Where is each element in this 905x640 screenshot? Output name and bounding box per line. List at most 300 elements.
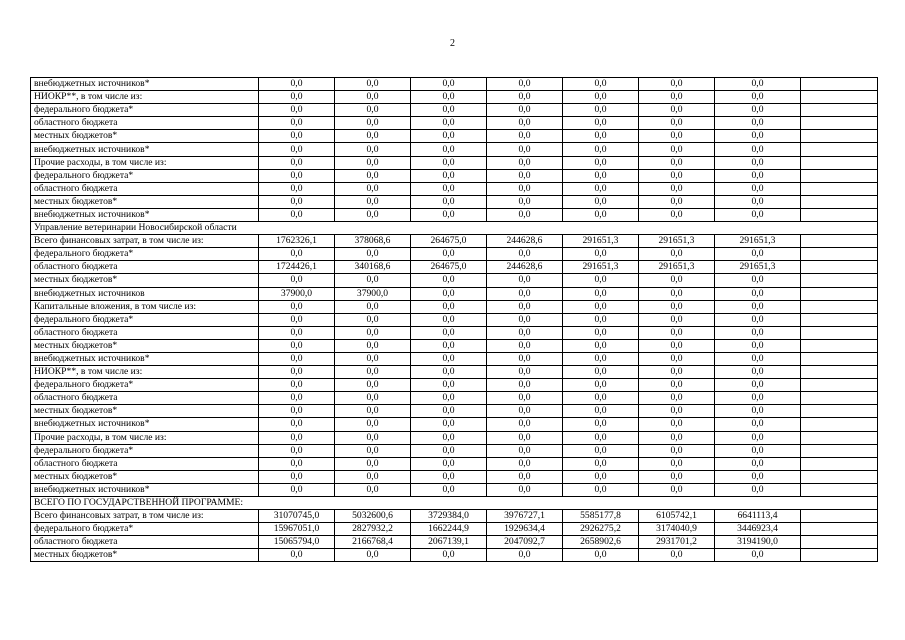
value-cell: [801, 339, 878, 352]
table-row: [31, 287, 878, 300]
value-cell: 0,0: [715, 339, 801, 352]
row-label: областного бюджета: [31, 182, 259, 195]
row-label: внебюджетных источников*: [31, 78, 259, 91]
value-cell: 0,0: [563, 117, 639, 130]
value-cell: 0,0: [563, 91, 639, 104]
value-cell: 0,0: [715, 91, 801, 104]
value-cell: 0,0: [259, 195, 335, 208]
value-cell: [801, 274, 878, 287]
value-cell: 0,0: [715, 313, 801, 326]
value-cell: 0,0: [411, 431, 487, 444]
row-label: местных бюджетов*: [31, 339, 259, 352]
row-label: Прочие расходы, в том числе из:: [31, 431, 259, 444]
value-cell: [801, 470, 878, 483]
value-cell: 0,0: [563, 195, 639, 208]
value-cell: 0,0: [487, 339, 563, 352]
value-cell: 0,0: [487, 182, 563, 195]
value-cell: 0,0: [639, 457, 715, 470]
table-row: [31, 156, 878, 169]
value-cell: [801, 287, 878, 300]
row-label: федерального бюджета*: [31, 104, 259, 117]
value-cell: 0,0: [487, 91, 563, 104]
value-cell: 0,0: [639, 287, 715, 300]
value-cell: 340168,6: [335, 261, 411, 274]
value-cell: 0,0: [335, 379, 411, 392]
value-cell: [801, 510, 878, 523]
value-cell: 0,0: [259, 339, 335, 352]
value-cell: 0,0: [259, 117, 335, 130]
value-cell: 0,0: [335, 366, 411, 379]
value-cell: 0,0: [639, 248, 715, 261]
value-cell: 0,0: [259, 444, 335, 457]
value-cell: [801, 208, 878, 221]
section-title: ВСЕГО ПО ГОСУДАРСТВЕННОЙ ПРОГРАММЕ:: [31, 497, 878, 510]
value-cell: 0,0: [563, 483, 639, 496]
row-label: областного бюджета: [31, 117, 259, 130]
value-cell: 0,0: [487, 300, 563, 313]
row-label: областного бюджета: [31, 457, 259, 470]
value-cell: [801, 117, 878, 130]
value-cell: 0,0: [335, 156, 411, 169]
value-cell: [801, 392, 878, 405]
value-cell: 291651,3: [639, 261, 715, 274]
value-cell: 0,0: [487, 78, 563, 91]
value-cell: 0,0: [487, 457, 563, 470]
value-cell: 0,0: [259, 549, 335, 562]
value-cell: 0,0: [639, 483, 715, 496]
value-cell: 0,0: [715, 470, 801, 483]
value-cell: 3729384,0: [411, 510, 487, 523]
row-label: местных бюджетов*: [31, 130, 259, 143]
value-cell: 0,0: [563, 444, 639, 457]
value-cell: 0,0: [563, 339, 639, 352]
value-cell: 2047092,7: [487, 536, 563, 549]
page-number: 2: [450, 38, 455, 49]
value-cell: 0,0: [411, 313, 487, 326]
value-cell: 0,0: [563, 392, 639, 405]
value-cell: 0,0: [563, 405, 639, 418]
row-label: федерального бюджета*: [31, 523, 259, 536]
value-cell: 1662244,9: [411, 523, 487, 536]
value-cell: 2926275,2: [563, 523, 639, 536]
value-cell: 0,0: [487, 208, 563, 221]
value-cell: 5032600,6: [335, 510, 411, 523]
value-cell: [801, 352, 878, 365]
value-cell: 0,0: [259, 470, 335, 483]
table-row: [31, 379, 878, 392]
section-row: [31, 497, 878, 510]
value-cell: 0,0: [411, 143, 487, 156]
value-cell: 0,0: [563, 300, 639, 313]
value-cell: 0,0: [259, 208, 335, 221]
value-cell: 0,0: [563, 457, 639, 470]
value-cell: 0,0: [715, 444, 801, 457]
value-cell: 0,0: [715, 483, 801, 496]
value-cell: 0,0: [411, 352, 487, 365]
value-cell: 0,0: [335, 444, 411, 457]
value-cell: 291651,3: [563, 261, 639, 274]
value-cell: [801, 444, 878, 457]
value-cell: 37900,0: [335, 287, 411, 300]
value-cell: 0,0: [563, 78, 639, 91]
value-cell: 0,0: [411, 457, 487, 470]
value-cell: 0,0: [259, 352, 335, 365]
value-cell: 0,0: [411, 130, 487, 143]
table-row: [31, 418, 878, 431]
value-cell: 0,0: [259, 418, 335, 431]
value-cell: 0,0: [411, 470, 487, 483]
value-cell: 0,0: [715, 248, 801, 261]
value-cell: [801, 536, 878, 549]
value-cell: 0,0: [411, 208, 487, 221]
value-cell: 0,0: [715, 326, 801, 339]
table-row: [31, 182, 878, 195]
row-label: федерального бюджета*: [31, 444, 259, 457]
value-cell: 0,0: [487, 483, 563, 496]
value-cell: 0,0: [259, 379, 335, 392]
table-row: [31, 261, 878, 274]
value-cell: 0,0: [639, 326, 715, 339]
value-cell: 0,0: [563, 326, 639, 339]
row-label: внебюджетных источников*: [31, 483, 259, 496]
value-cell: [801, 326, 878, 339]
value-cell: 0,0: [411, 326, 487, 339]
value-cell: 0,0: [411, 248, 487, 261]
value-cell: 0,0: [259, 156, 335, 169]
table-row: [31, 536, 878, 549]
value-cell: 291651,3: [639, 235, 715, 248]
value-cell: 0,0: [335, 130, 411, 143]
value-cell: 0,0: [563, 418, 639, 431]
value-cell: 0,0: [335, 169, 411, 182]
value-cell: 0,0: [259, 392, 335, 405]
table-row: [31, 549, 878, 562]
value-cell: 0,0: [715, 405, 801, 418]
value-cell: 2166768,4: [335, 536, 411, 549]
row-label: НИОКР**, в том числе из:: [31, 91, 259, 104]
value-cell: 291651,3: [715, 261, 801, 274]
value-cell: 0,0: [487, 418, 563, 431]
value-cell: 0,0: [487, 287, 563, 300]
value-cell: [801, 405, 878, 418]
value-cell: 0,0: [639, 104, 715, 117]
row-label: внебюджетных источников*: [31, 143, 259, 156]
value-cell: 0,0: [335, 470, 411, 483]
value-cell: 0,0: [639, 313, 715, 326]
value-cell: 0,0: [487, 104, 563, 117]
value-cell: 0,0: [411, 366, 487, 379]
value-cell: [801, 300, 878, 313]
value-cell: [801, 457, 878, 470]
value-cell: 0,0: [487, 431, 563, 444]
value-cell: 0,0: [335, 300, 411, 313]
value-cell: 0,0: [639, 91, 715, 104]
row-label: федерального бюджета*: [31, 169, 259, 182]
value-cell: 0,0: [259, 326, 335, 339]
value-cell: 0,0: [335, 431, 411, 444]
value-cell: 0,0: [639, 549, 715, 562]
table-row: [31, 313, 878, 326]
row-label: федерального бюджета*: [31, 313, 259, 326]
row-label: местных бюджетов*: [31, 470, 259, 483]
value-cell: 0,0: [563, 287, 639, 300]
value-cell: 0,0: [715, 169, 801, 182]
value-cell: 0,0: [411, 195, 487, 208]
value-cell: [801, 313, 878, 326]
value-cell: 0,0: [487, 549, 563, 562]
value-cell: [801, 195, 878, 208]
value-cell: 0,0: [639, 195, 715, 208]
value-cell: 0,0: [715, 366, 801, 379]
value-cell: 0,0: [563, 352, 639, 365]
value-cell: [801, 91, 878, 104]
row-label: внебюджетных источников*: [31, 418, 259, 431]
value-cell: 0,0: [639, 470, 715, 483]
value-cell: 0,0: [639, 392, 715, 405]
table-row: [31, 444, 878, 457]
value-cell: 0,0: [715, 143, 801, 156]
value-cell: 0,0: [335, 457, 411, 470]
value-cell: 0,0: [335, 91, 411, 104]
value-cell: 0,0: [639, 78, 715, 91]
row-label: местных бюджетов*: [31, 195, 259, 208]
value-cell: 0,0: [335, 549, 411, 562]
value-cell: [801, 366, 878, 379]
value-cell: 0,0: [487, 274, 563, 287]
value-cell: 0,0: [335, 182, 411, 195]
value-cell: 0,0: [639, 208, 715, 221]
table-row: [31, 78, 878, 91]
value-cell: 0,0: [639, 339, 715, 352]
value-cell: 0,0: [259, 300, 335, 313]
table-row: [31, 248, 878, 261]
value-cell: 0,0: [411, 483, 487, 496]
value-cell: 0,0: [335, 352, 411, 365]
value-cell: 0,0: [639, 444, 715, 457]
value-cell: 0,0: [563, 169, 639, 182]
value-cell: 0,0: [411, 182, 487, 195]
value-cell: 0,0: [715, 379, 801, 392]
row-label: местных бюджетов*: [31, 549, 259, 562]
table-row: [31, 104, 878, 117]
value-cell: 0,0: [411, 444, 487, 457]
value-cell: [801, 431, 878, 444]
value-cell: 15065794,0: [259, 536, 335, 549]
value-cell: 3976727,1: [487, 510, 563, 523]
value-cell: 3174040,9: [639, 523, 715, 536]
value-cell: 0,0: [715, 182, 801, 195]
value-cell: 0,0: [411, 392, 487, 405]
value-cell: 0,0: [335, 326, 411, 339]
value-cell: 1762326,1: [259, 235, 335, 248]
value-cell: 5585177,8: [563, 510, 639, 523]
value-cell: 0,0: [487, 326, 563, 339]
table-row: [31, 117, 878, 130]
value-cell: 0,0: [715, 287, 801, 300]
value-cell: 0,0: [715, 549, 801, 562]
value-cell: 0,0: [639, 117, 715, 130]
value-cell: [801, 523, 878, 536]
value-cell: 1929634,4: [487, 523, 563, 536]
table-row: [31, 392, 878, 405]
value-cell: 0,0: [487, 313, 563, 326]
value-cell: [801, 261, 878, 274]
value-cell: 0,0: [335, 418, 411, 431]
value-cell: 0,0: [259, 91, 335, 104]
value-cell: 264675,0: [411, 235, 487, 248]
budget-table: [30, 77, 878, 562]
value-cell: 0,0: [639, 418, 715, 431]
row-label: внебюджетных источников*: [31, 352, 259, 365]
row-label: местных бюджетов*: [31, 405, 259, 418]
table-row: [31, 300, 878, 313]
value-cell: 0,0: [639, 366, 715, 379]
value-cell: 0,0: [411, 418, 487, 431]
value-cell: 0,0: [715, 457, 801, 470]
value-cell: 0,0: [639, 431, 715, 444]
value-cell: 0,0: [259, 274, 335, 287]
value-cell: 0,0: [335, 313, 411, 326]
value-cell: 0,0: [715, 130, 801, 143]
value-cell: [801, 418, 878, 431]
value-cell: [801, 483, 878, 496]
value-cell: 0,0: [259, 78, 335, 91]
value-cell: [801, 130, 878, 143]
value-cell: 0,0: [715, 274, 801, 287]
value-cell: 6105742,1: [639, 510, 715, 523]
value-cell: 0,0: [487, 444, 563, 457]
value-cell: 0,0: [259, 366, 335, 379]
value-cell: 0,0: [411, 300, 487, 313]
value-cell: 0,0: [411, 169, 487, 182]
value-cell: 0,0: [335, 392, 411, 405]
value-cell: 0,0: [715, 117, 801, 130]
row-label: Всего финансовых затрат, в том числе из:: [31, 510, 259, 523]
value-cell: 0,0: [259, 143, 335, 156]
value-cell: 0,0: [715, 208, 801, 221]
value-cell: 0,0: [563, 379, 639, 392]
row-label: внебюджетных источников*: [31, 208, 259, 221]
value-cell: 0,0: [715, 418, 801, 431]
value-cell: 0,0: [335, 248, 411, 261]
value-cell: 6641113,4: [715, 510, 801, 523]
value-cell: 0,0: [563, 156, 639, 169]
value-cell: 0,0: [335, 104, 411, 117]
value-cell: 0,0: [639, 352, 715, 365]
table-row: [31, 470, 878, 483]
value-cell: 291651,3: [563, 235, 639, 248]
row-label: Капитальные вложения, в том числе из:: [31, 300, 259, 313]
value-cell: [801, 104, 878, 117]
value-cell: 0,0: [487, 195, 563, 208]
value-cell: 0,0: [563, 130, 639, 143]
value-cell: 0,0: [487, 143, 563, 156]
table-row: [31, 339, 878, 352]
value-cell: 0,0: [411, 156, 487, 169]
value-cell: 0,0: [259, 248, 335, 261]
value-cell: 0,0: [259, 182, 335, 195]
table-row: [31, 457, 878, 470]
table-row: [31, 235, 878, 248]
value-cell: 0,0: [715, 156, 801, 169]
row-label: НИОКР**, в том числе из:: [31, 366, 259, 379]
value-cell: 0,0: [563, 366, 639, 379]
value-cell: 0,0: [715, 352, 801, 365]
value-cell: 0,0: [563, 470, 639, 483]
value-cell: [801, 235, 878, 248]
value-cell: 0,0: [411, 78, 487, 91]
value-cell: 0,0: [335, 208, 411, 221]
value-cell: 0,0: [563, 313, 639, 326]
value-cell: 2931701,2: [639, 536, 715, 549]
value-cell: 0,0: [487, 405, 563, 418]
value-cell: [801, 143, 878, 156]
section-title: Управление ветеринарии Новосибирской области: [31, 222, 878, 235]
value-cell: 0,0: [411, 104, 487, 117]
value-cell: 2658902,6: [563, 536, 639, 549]
row-label: внебюджетных источников: [31, 287, 259, 300]
value-cell: 291651,3: [715, 235, 801, 248]
value-cell: 0,0: [411, 117, 487, 130]
value-cell: [801, 156, 878, 169]
value-cell: 0,0: [715, 392, 801, 405]
value-cell: 378068,6: [335, 235, 411, 248]
value-cell: 0,0: [259, 405, 335, 418]
value-cell: 0,0: [715, 300, 801, 313]
value-cell: 0,0: [335, 78, 411, 91]
value-cell: 0,0: [563, 248, 639, 261]
value-cell: 2827932,2: [335, 523, 411, 536]
value-cell: [801, 169, 878, 182]
value-cell: 0,0: [411, 274, 487, 287]
table-row: [31, 143, 878, 156]
table-row: [31, 483, 878, 496]
value-cell: [801, 248, 878, 261]
value-cell: 0,0: [411, 405, 487, 418]
value-cell: 0,0: [487, 392, 563, 405]
value-cell: 0,0: [639, 405, 715, 418]
table-row: [31, 431, 878, 444]
value-cell: 0,0: [487, 470, 563, 483]
table-row: [31, 510, 878, 523]
value-cell: 0,0: [259, 457, 335, 470]
value-cell: 0,0: [487, 130, 563, 143]
table-row: [31, 405, 878, 418]
table-row: [31, 326, 878, 339]
value-cell: 0,0: [259, 483, 335, 496]
value-cell: 0,0: [639, 274, 715, 287]
section-row: [31, 222, 878, 235]
value-cell: 0,0: [411, 91, 487, 104]
value-cell: 3194190,0: [715, 536, 801, 549]
value-cell: 1724426,1: [259, 261, 335, 274]
value-cell: 0,0: [411, 339, 487, 352]
value-cell: 0,0: [259, 169, 335, 182]
value-cell: 31070745,0: [259, 510, 335, 523]
row-label: областного бюджета: [31, 392, 259, 405]
value-cell: 0,0: [411, 287, 487, 300]
value-cell: [801, 182, 878, 195]
value-cell: 0,0: [335, 405, 411, 418]
value-cell: 0,0: [639, 143, 715, 156]
row-label: областного бюджета: [31, 261, 259, 274]
value-cell: 37900,0: [259, 287, 335, 300]
value-cell: 0,0: [563, 182, 639, 195]
value-cell: 0,0: [487, 117, 563, 130]
row-label: областного бюджета: [31, 536, 259, 549]
table-row: [31, 352, 878, 365]
value-cell: 0,0: [715, 78, 801, 91]
